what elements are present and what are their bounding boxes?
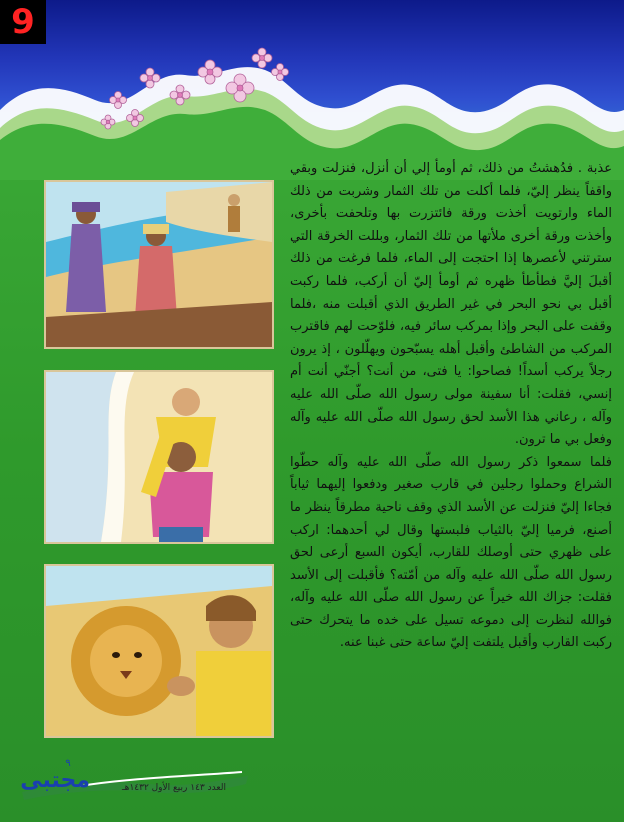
page-number-badge: 9 — [0, 0, 46, 44]
story-paragraph: عذبة . فدُهشتُ من ذلك، ثم أومأ إلي أن أنزل، فنزلت وبقي واقفاً ينظر إليّ، فلما أكلت من تلك الثمار وشربت من ذلك الماء وارتويت أخذت ورقة فائتزرت بها وتلحفت بأخرى، وأخذت ورقة أخرى ملأتها من تلك الثمار، وبللت الخرقة التي سترتني لأعصرها إذا احتجت إلى الماء، فلما فرغت من ذلك أقبلَ إليَّ فطأطأ ظهره ثم أومأ إليّ أن أركب، فلما ركبت أقبل بي نحو البحر في غير الطريق الذي أقبلت منه ،فلما وقفت على البحر وإذا بمركب سائر فيه، فلوّحت لهم فاقترب المركب من الشاطئ وأقبل أهله يسبّحون ويهلّلون ، إذ يرون رجلاً يركب أسداً! فصاحوا: يا فتى، من أنت؟ أجنّي أنت أم إنسي، فقلت: أنا سفينة مولى رسول الله صلّى الله عليه وآله ، رعاني هذا الأسد لحق رسول الله صلّى الله عليه وآله وفعل بي ما ترون. — [290, 161, 612, 448]
men-at-shore-with-lion-illustration — [44, 180, 274, 349]
magazine-logo: مجتبى — [20, 768, 90, 793]
story-text — [290, 158, 612, 778]
man-and-lion-illustration — [44, 564, 274, 738]
issue-info: العدد ١٤٣ ربيع الأول ١٤٣٢هـ — [122, 783, 226, 793]
man-carrying-man-illustration — [44, 370, 274, 544]
logo-page-number: ٩ — [65, 758, 71, 769]
story-paragraph: فلما سمعوا ذكر رسول الله صلّى الله عليه وآله حطّوا الشراع وحملوا رجلين في قارب صغير ودفعوا إليهما ثياباً فجاءا إليّ فنزلت عن الأسد الذي وقف ناحية مطرقاً ينظر ما أصنع، فرميا إليّ بالثياب فلبستها وقال لي أحدهما: اركب على ظهري حتى أوصلك للقارب، أيكون السبع أرعى لحق رسول الله صلّى الله عليه وآله من أمّته؟ فأقبلت إلى الأسد فقلت: جزاك الله خيراً عن رسول الله صلّى الله عليه وآله، فوالله لنظرت إلى دموعه تسيل على خده ما يتحرك حتى ركبت القارب وأقبل يلتفت إليّ ساعة حتى غبنا عنه. — [290, 454, 612, 651]
